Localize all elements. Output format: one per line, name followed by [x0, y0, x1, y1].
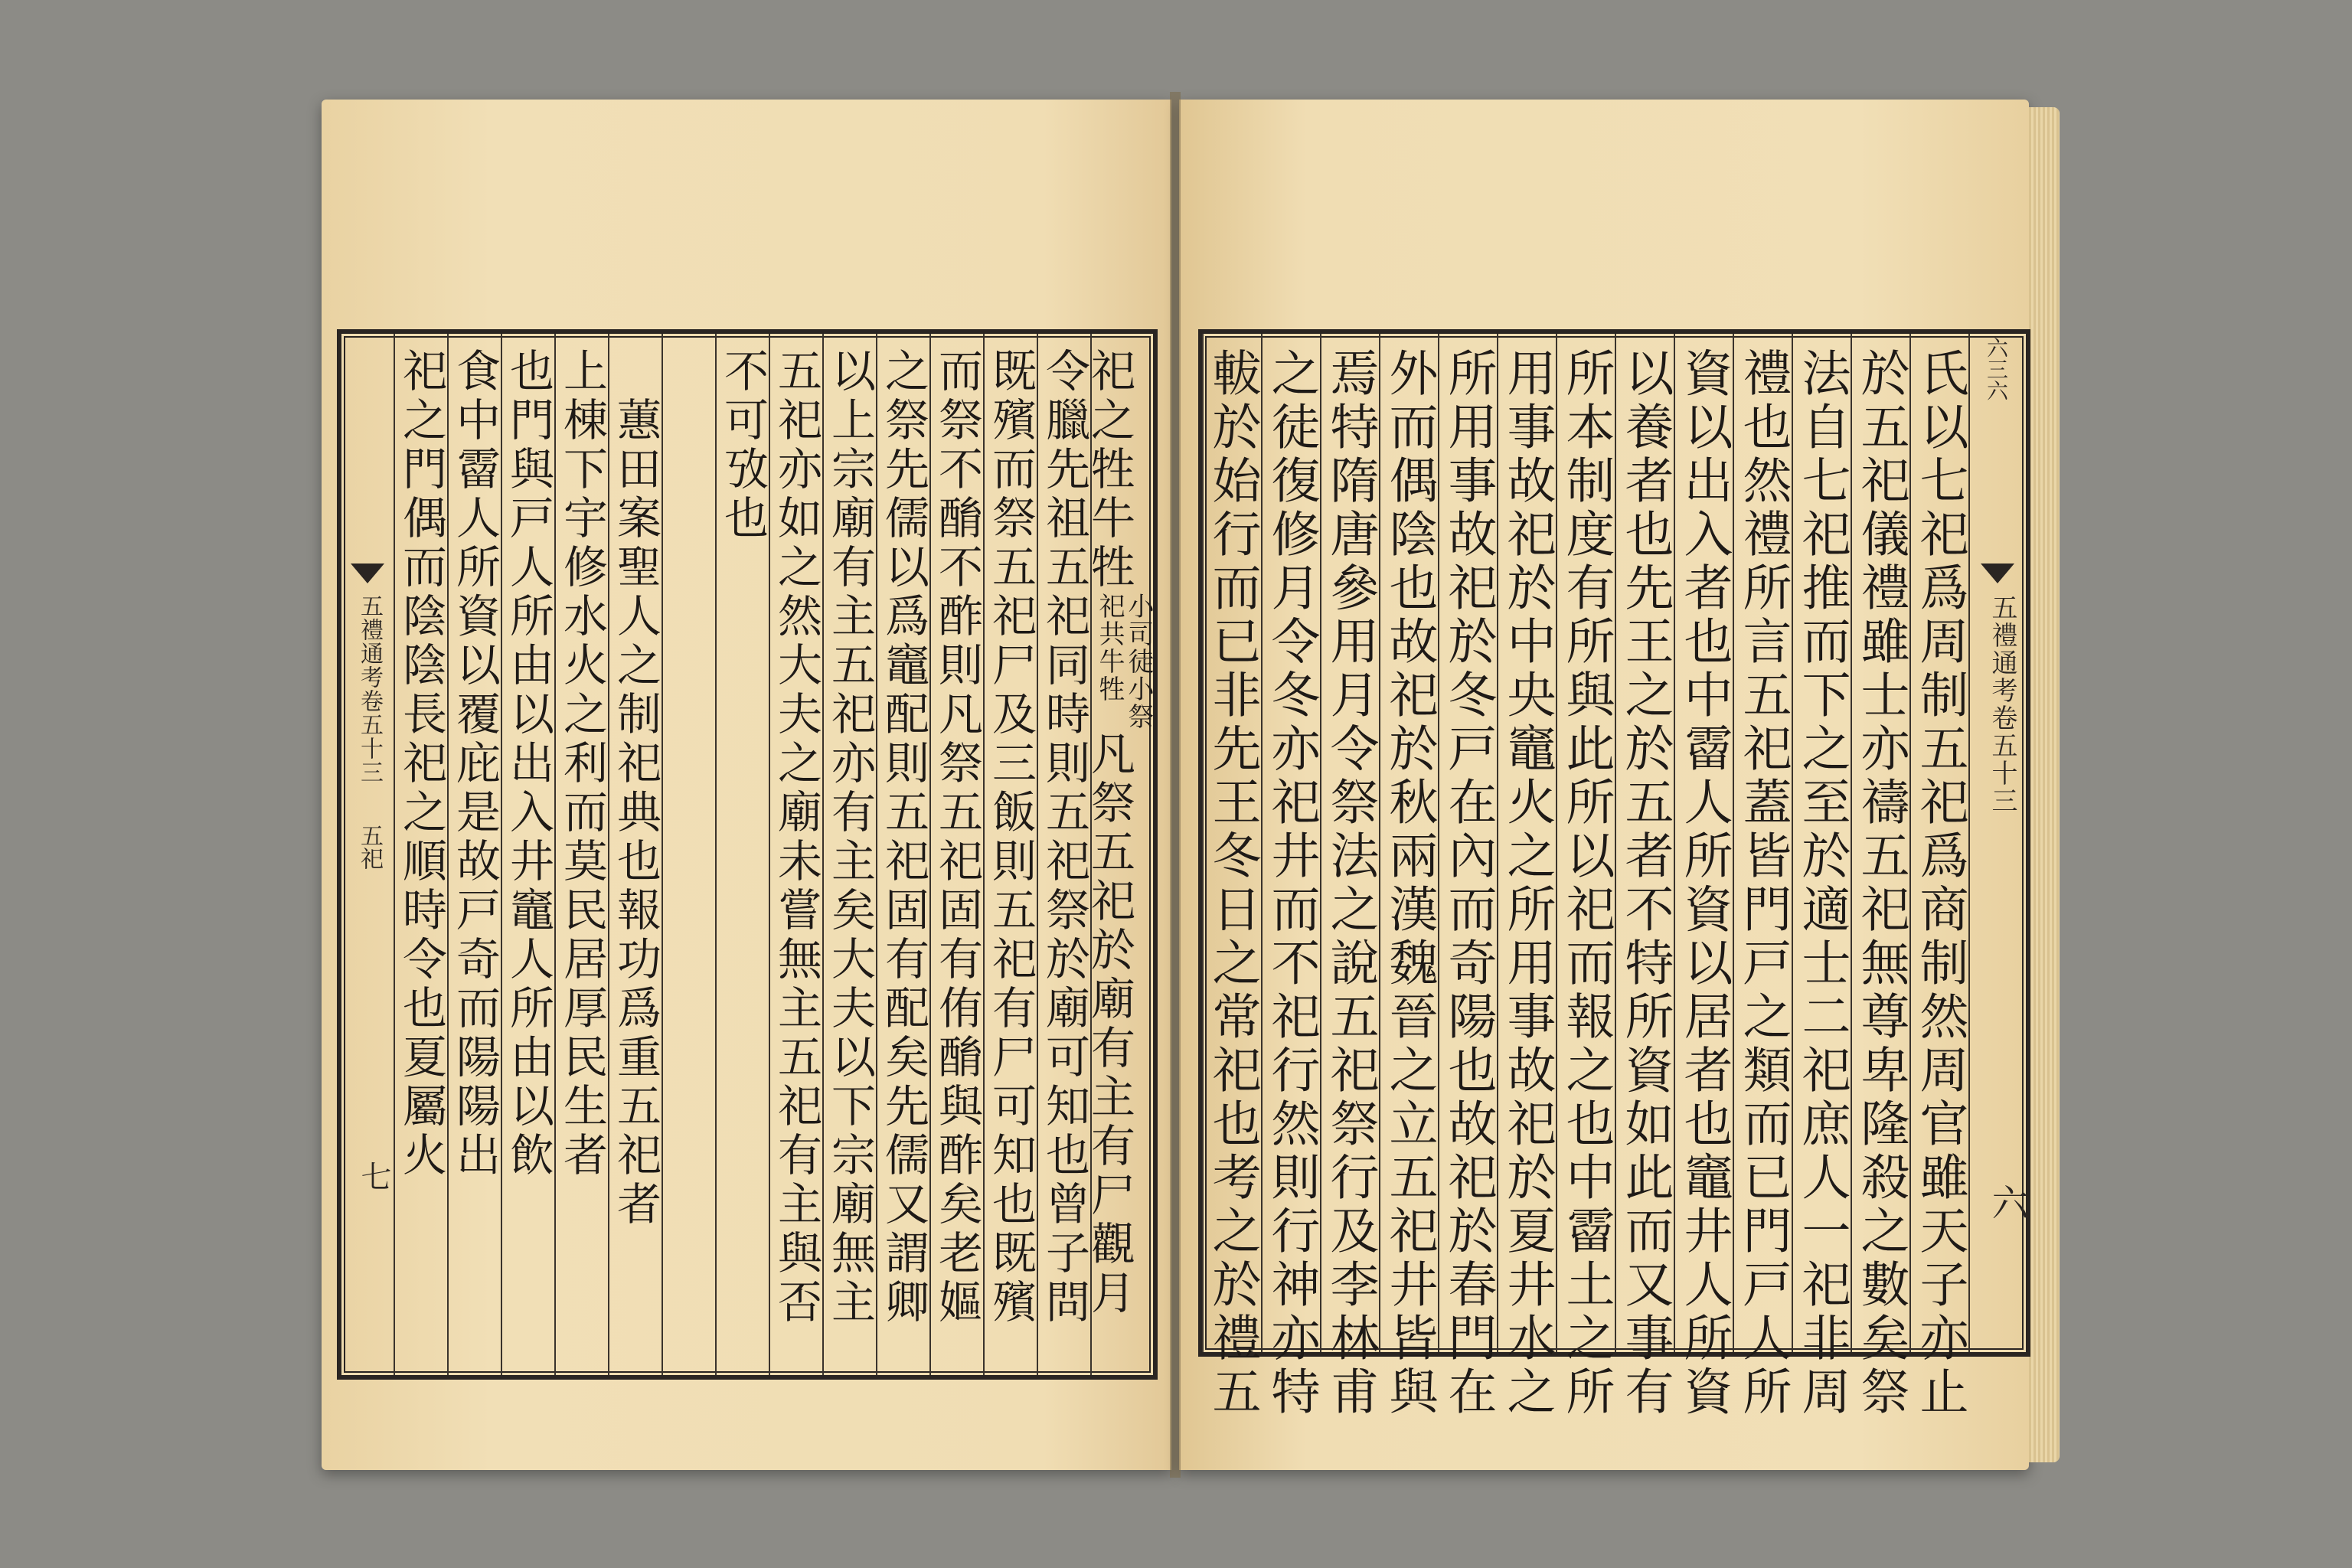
text-column: [1438, 334, 1497, 1419]
center-section: 五祀: [356, 824, 383, 870]
center-title: 五禮通考卷五十三: [356, 594, 383, 784]
left-text-frame: [337, 329, 1158, 1380]
main-text: 祀之牲: [1083, 348, 1135, 495]
page-edges: [2029, 107, 2060, 1462]
text-column: [1556, 334, 1615, 1419]
column-text: 軷於始行而已非先王冬日之常祀也考之於禮五: [1204, 348, 1261, 1419]
column-text: 所本制度有所與此所以祀而報之也中霤土之所: [1557, 348, 1615, 1419]
text-column: [501, 334, 554, 1375]
text-column: [929, 334, 983, 1375]
folio-number: 七: [356, 1161, 391, 1191]
column-text: 焉特隋唐參用月令祭法之說五祀祭行及李林甫: [1321, 348, 1379, 1419]
column-text: 於五祀儀禮雖士亦禱五祀無尊卑隆殺之數矣祭: [1852, 348, 1909, 1419]
text-column: [1615, 334, 1674, 1419]
text-column: [1037, 334, 1090, 1375]
column-text: 既殯而祭五祀尸及三飯則五祀有尸可知也既殯: [985, 348, 1037, 1328]
column-text: 資以出入者也中霤人所資以居者也竈井人所資: [1675, 348, 1733, 1419]
column-text: 不可攷也: [717, 348, 769, 544]
column-text: 而祭不酳不酢則凡祭五祀固有侑酳與酢矣老嫗: [931, 348, 983, 1328]
text-column: [554, 334, 608, 1375]
text-column: [1379, 334, 1438, 1419]
column-text: 以上宗廟有主五祀亦有主矣大夫以下宗廟無主: [824, 348, 876, 1328]
center-title: 五禮通考卷五十三: [1987, 594, 2017, 815]
column-text: 也門與戸人所由以出入井竈人所由以飲: [502, 348, 554, 1181]
main-text: 凡祭五祀於廟有主有尸觀月: [1083, 730, 1135, 1318]
column-text: 蕙田案聖人之制祀典也報功爲重五祀者: [609, 348, 662, 1230]
right-center-strip: [1968, 334, 2026, 1352]
book-gutter: [1170, 92, 1181, 1478]
text-column: [394, 334, 447, 1375]
text-column: [1674, 334, 1733, 1419]
text-column: [1792, 334, 1851, 1419]
main-text: 牛牲: [1083, 495, 1135, 593]
text-column: [1083, 334, 1154, 1375]
top-corner-note: 六三六: [1984, 337, 2009, 401]
left-center-strip: [341, 334, 395, 1375]
text-column: [822, 334, 876, 1375]
fold-mark-top: [351, 564, 384, 583]
text-column: [715, 334, 769, 1375]
text-column: [608, 334, 662, 1375]
text-column: [1851, 334, 1909, 1419]
text-column: [1733, 334, 1792, 1419]
text-column: [876, 334, 929, 1375]
column-text: 外而偶陰也故祀於秋兩漢魏晉之立五祀井皆與: [1380, 348, 1438, 1419]
text-column: [447, 334, 501, 1375]
text-column: [1261, 334, 1320, 1419]
column-text: 氏以七祀爲周制五祀爲商制然周官雖天子亦止: [1911, 348, 1968, 1419]
text-column: [983, 334, 1037, 1375]
interlinear-note: 小司徒小祭祀共牛牲: [1094, 593, 1154, 730]
column-text: 之徒復修月令冬亦祀井而不祀行然則行神亦特: [1263, 348, 1320, 1419]
column-text: 令臘先祖五祀同時則五祀祭於廟可知也曾子問: [1038, 348, 1090, 1328]
text-column: [1320, 334, 1379, 1419]
column-text: 上棟下宇修水火之利而莫民居厚民生者: [556, 348, 608, 1181]
column-text: 所用事故祀於冬戸在內而奇陽也故祀於春門在: [1439, 348, 1497, 1419]
column-text: 食中霤人所資以覆庇是故戸奇而陽陽出: [449, 348, 501, 1181]
column-text: 五祀亦如之然大夫之廟未嘗無主五祀有主與否: [770, 348, 822, 1328]
text-column: [1202, 334, 1261, 1419]
fold-mark-top: [1981, 564, 2014, 583]
text-column: [1909, 334, 1968, 1419]
column-text: [1083, 348, 1153, 1318]
text-column: [769, 334, 822, 1375]
text-column: [1497, 334, 1556, 1419]
column-text: 禮也然禮所言五祀蓋皆門戸之類而已門戸人所: [1734, 348, 1792, 1419]
column-text: 之祭先儒以爲竈配則五祀固有配矣先儒又謂卿: [877, 348, 929, 1328]
text-column: [662, 334, 715, 1375]
column-text: 法自七祀推而下之至於適士二祀庶人一祀非周: [1793, 348, 1851, 1419]
column-text: 以養者也先王之於五者不特所資如此而又事有: [1616, 348, 1674, 1419]
folio-number: 六: [1985, 1184, 2028, 1220]
right-text-frame: [1198, 329, 2030, 1419]
column-text: 用事故祀於中央竈火之所用事故祀於夏井水之: [1498, 348, 1556, 1419]
column-text: 祀之門偶而陰陰長祀之順時令也夏屬火: [395, 348, 447, 1181]
